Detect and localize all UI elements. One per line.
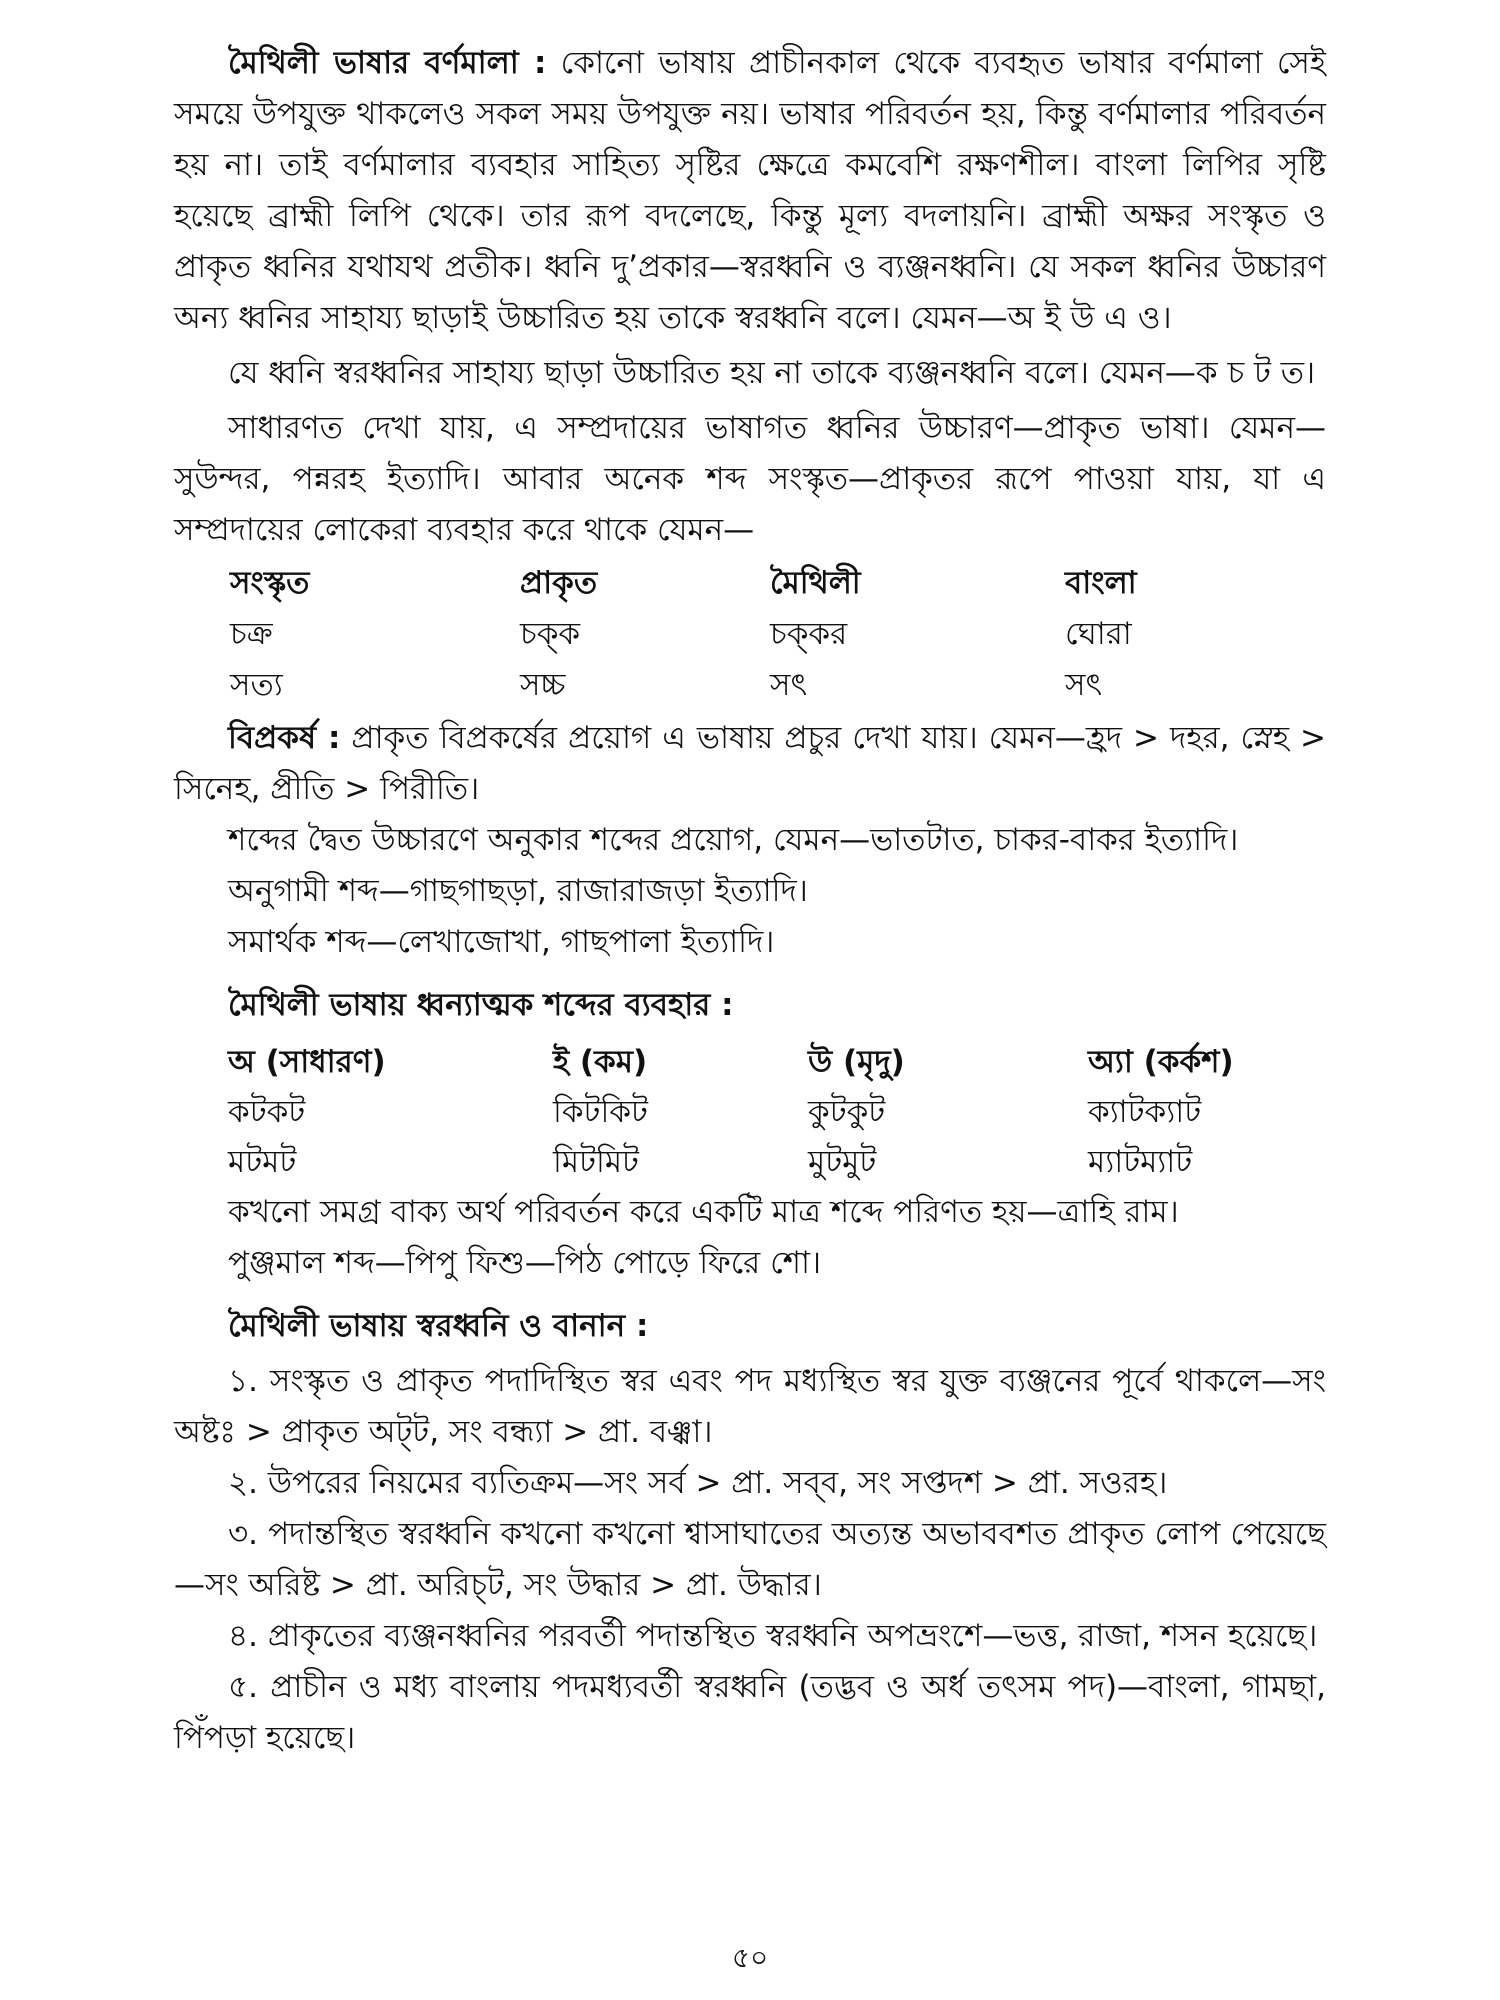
- line-dual-pronunciation: শব্দের দ্বৈত উচ্চারণে অনুকার শব্দের প্রয়োগ, যেমন—ভাতটাত, চাকর-বাকর ইত্যাদি।: [228, 822, 1239, 858]
- table-cell: মুটমুট: [808, 1144, 877, 1180]
- heading-vowels-spelling: মৈথিলী ভাষায় স্বরধ্বনি ও বানান :: [228, 1308, 649, 1344]
- table-cell: সচ্চ: [520, 667, 566, 703]
- table-cell: মটমট: [228, 1144, 297, 1180]
- table-cell: সৎ: [1065, 667, 1103, 703]
- table-header: প্রাকৃত: [520, 565, 598, 601]
- table-cell: কিটকিট: [553, 1094, 648, 1130]
- heading-viprakarsha: বিপ্রকর্ষ :: [228, 720, 341, 756]
- paragraph-alphabet-text: কোনো ভাষায় প্রাচীনকাল থেকে ব্যবহৃত ভাষার বর্ণমালা সেই সময়ে উপযুক্ত থাকলেও সকল সময় উপযুক্ত নয়। ভাষার পরিবর্তন হয়, কিন্তু বর্ণমালার পরিবর্তন হয় না। তাই বর্ণমালার ব্যবহার সাহিত্য সৃষ্টির ক্ষেত্রে কমবেশি রক্ষণশীল। বাংলা লিপির সৃষ্টি হয়েছে ব্রাহ্মী লিপি থেকে। তার রূপ বদলেছে, কিন্তু মূল্য বদলায়নি। ব্রাহ্মী অক্ষর সংস্কৃত ও প্রাকৃত ধ্বনির যথাযথ প্রতীক। ধ্বনি দু’প্রকার—স্বরধ্বনি ও ব্যঞ্জনধ্বনি। যে সকল ধ্বনির উচ্চারণ অন্য ধ্বনির সাহায্য ছাড়াই উচ্চারিত হয় তাকে স্বরধ্বনি বলে। যেমন—অ ই উ এ ও।: [174, 45, 1326, 336]
- table-header: অ্যা (কর্কশ): [1088, 1044, 1234, 1080]
- rule-item: ৩. পদান্তস্থিত স্বরধ্বনি কখনো কখনো শ্বাসাঘাতের অত্যন্ত অভাববশত প্রাকৃত লোপ পেয়েছে—সং অরিষ্ট > প্রা. অরিচ্‌ট, সং উদ্ধার > প্রা. উদ্ধার।: [174, 1516, 1326, 1603]
- line-compound-word: পুঞ্জমাল শব্দ—পিপু ফিশু—পিঠ পোড়ে ফিরে শো।: [228, 1245, 822, 1281]
- table-header: মৈথিলী: [770, 565, 861, 601]
- table-cell: মিটমিট: [553, 1144, 639, 1180]
- rule-item: ১. সংস্কৃত ও প্রাকৃত পদাদিস্থিত স্বর এবং পদ মধ্যস্থিত স্বর যুক্ত ব্যঞ্জনের পূর্বে থাকলে—সং অষ্টঃ > প্রাকৃত অট্‌ট, সং বন্ধ্যা > প্রা. বঞ্ঝা।: [174, 1363, 1326, 1450]
- paragraph-consonant: যে ধ্বনি স্বরধ্বনির সাহায্য ছাড়া উচ্চারিত হয় না তাকে ব্যঞ্জনধ্বনি বলে। যেমন—ক চ ট ত।: [228, 355, 1316, 391]
- rule-item: ৫. প্রাচীন ও মধ্য বাংলায় পদমধ্যবর্তী স্বরধ্বনি (তদ্ভব ও অর্ধ তৎসম পদ)—বাংলা, গামছা, পিঁপড়া হয়েছে।: [174, 1669, 1326, 1756]
- table-cell: সত্য: [230, 667, 283, 703]
- table-cell: চক্‌কর: [770, 616, 848, 652]
- line-follower-words: অনুগামী শব্দ—গাছগাছড়া, রাজারাজড়া ইত্যাদি।: [228, 873, 808, 909]
- onomatopoeia-table: [174, 1037, 1326, 1187]
- line-synonym-words: সমার্থক শব্দ—লেখাজোখা, গাছপালা ইত্যাদি।: [228, 924, 775, 960]
- table-cell: চক্‌ক: [520, 616, 581, 652]
- table-header: সংস্কৃত: [230, 565, 310, 601]
- comparison-table: [174, 558, 1326, 711]
- table-cell: কুটকুট: [808, 1094, 886, 1130]
- heading-onomatopoeia: মৈথিলী ভাষায় ধ্বন্যাত্মক শব্দের ব্যবহার :: [228, 987, 734, 1023]
- table-cell: চক্র: [230, 616, 273, 652]
- paragraph-viprakarsha: [174, 713, 1326, 815]
- table-cell: ম্যাটম্যাট: [1088, 1144, 1193, 1180]
- heading-alphabet: মৈথিলী ভাষার বর্ণমালা :: [228, 45, 547, 81]
- table-header: উ (মৃদু): [808, 1044, 905, 1080]
- table-header: ই (কম): [553, 1044, 648, 1080]
- rule-item: ৪. প্রাকৃতের ব্যঞ্জনধ্বনির পরবর্তী পদান্তস্থিত স্বরধ্বনি অপভ্রংশে—ভত্ত, রাজা, শসন হয়েছে।: [228, 1618, 1318, 1654]
- paragraph-pronunciation: সাধারণত দেখা যায়, এ সম্প্রদায়ের ভাষাগত ধ্বনির উচ্চারণ—প্রাকৃত ভাষা। যেমন—সুউন্দর, পন্নরহ ইত্যাদি। আবার অনেক শব্দ সংস্কৃত—প্রাকৃতর রূপে পাওয়া যায়, যা এ সম্প্রদায়ের লোকেরা ব্যবহার করে থাকে যেমন—: [174, 410, 1326, 548]
- paragraph-viprakarsha-text: প্রাকৃত বিপ্রকর্ষের প্রয়োগ এ ভাষায় প্রচুর দেখা যায়। যেমন—হ্রদ > দহর, স্নেহ > সিনেহ, প্রীতি > পিরীতি।: [174, 720, 1327, 807]
- page-number: ৫০: [731, 1941, 769, 1974]
- table-cell: ক্যাটক্যাট: [1088, 1094, 1202, 1130]
- table-cell: ঘোরা: [1065, 616, 1132, 652]
- table-header: বাংলা: [1065, 565, 1137, 601]
- paragraph-alphabet: [174, 38, 1326, 344]
- table-cell: সৎ: [770, 667, 808, 703]
- rule-item: ২. উপরের নিয়মের ব্যতিক্রম—সং সর্ব > প্রা. সব্‌ব, সং সপ্তদশ > প্রা. সওরহ।: [228, 1465, 1168, 1501]
- table-header: অ (সাধারণ): [228, 1044, 386, 1080]
- table-cell: কটকট: [228, 1094, 306, 1130]
- line-sentence-to-word: কখনো সমগ্র বাক্য অর্থ পরিবর্তন করে একটি মাত্র শব্দে পরিণত হয়—ত্রাহি রাম।: [228, 1194, 1179, 1230]
